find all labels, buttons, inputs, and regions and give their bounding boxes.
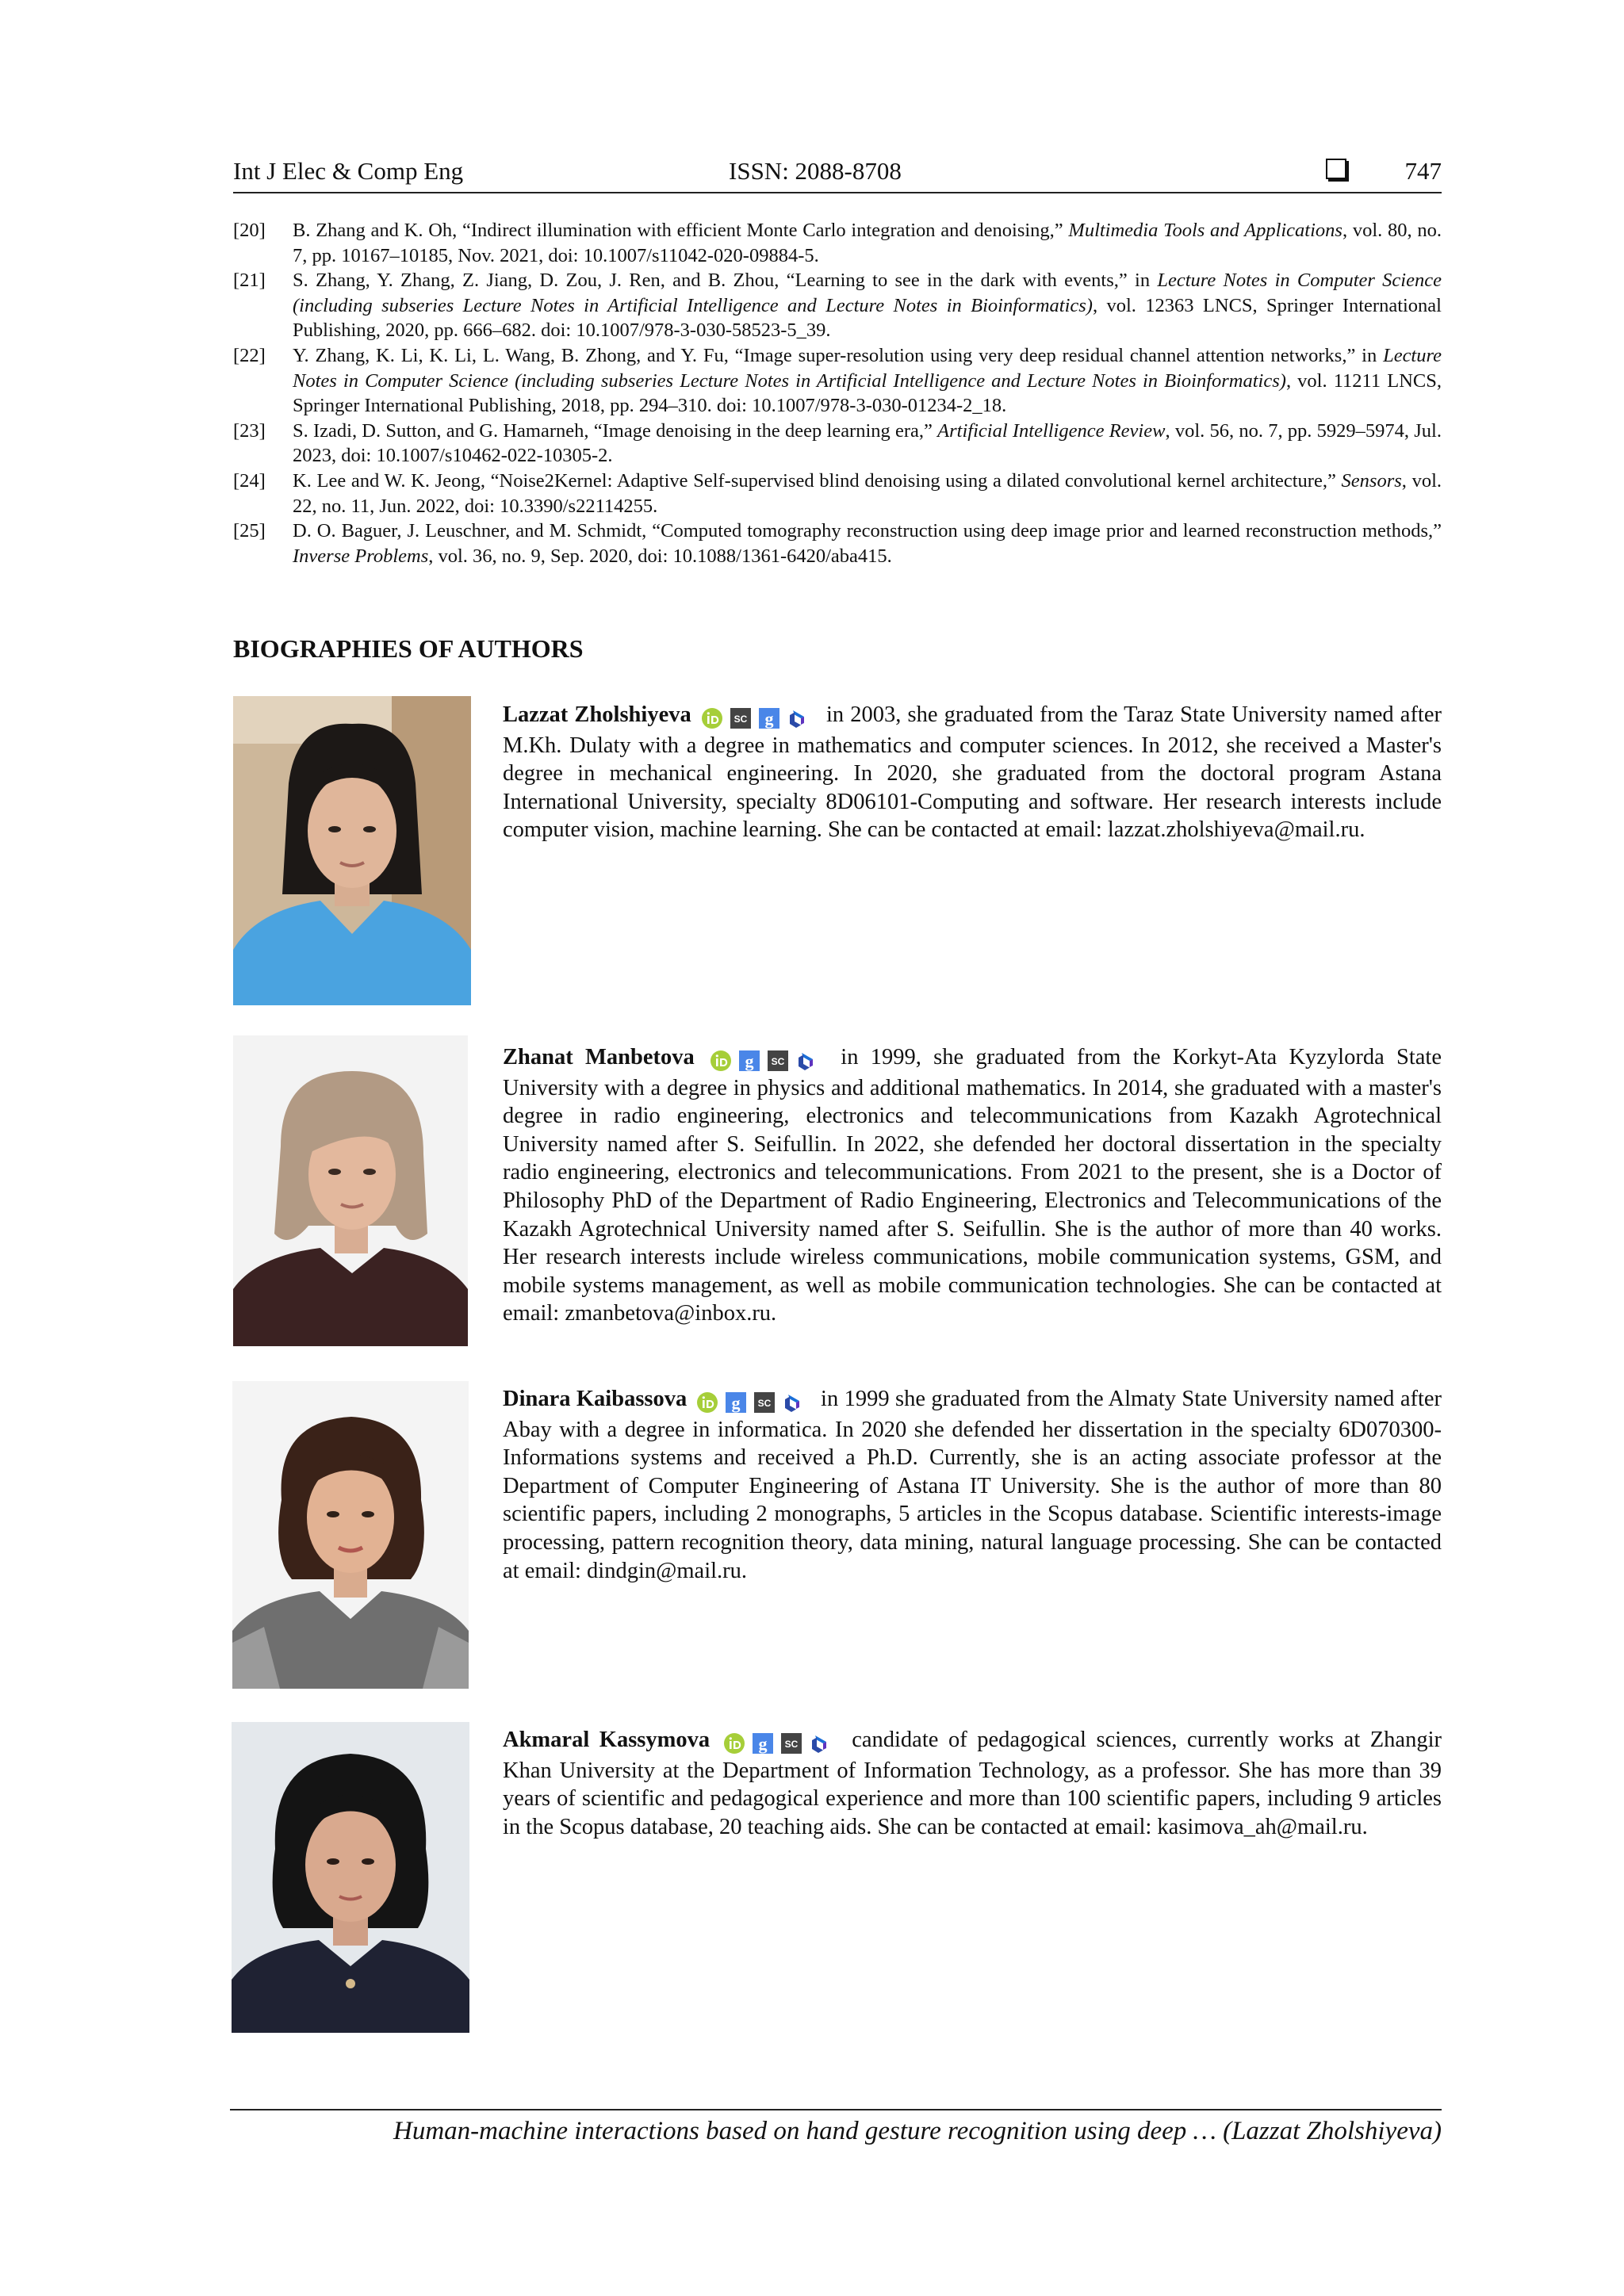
reference-venue: Artificial Intelligence Review	[937, 419, 1166, 442]
reference-details: , vol. 11211 LNCS, Springer International Publishing, 2018, pp. 294–310. doi: 10.1007/978-3-030-01234-2_18.	[293, 369, 1442, 417]
author-photo	[232, 1381, 469, 1689]
scholar-icon[interactable]	[738, 1050, 760, 1072]
scholar-icon[interactable]	[752, 1732, 774, 1755]
author-photo	[233, 1035, 468, 1346]
reference-number: [23]	[233, 419, 266, 442]
profile-icons	[696, 1387, 810, 1416]
reference-item	[233, 419, 1442, 469]
scopus-icon[interactable]	[730, 707, 752, 729]
reference-text: D. O. Baguer, J. Leuschner, and M. Schmidt, “Computed tomography reconstruction using deep image prior and learned reconstruction methods,”	[293, 520, 1442, 542]
reference-venue: Lecture Notes in Computer Science (including subseries Lecture Notes in Artificial Intelligence and Lecture Notes in Bioinformatics)	[293, 344, 1442, 392]
scopus-icon[interactable]	[753, 1391, 776, 1414]
reference-number: [25]	[233, 520, 266, 542]
profile-icons	[710, 1046, 824, 1074]
reference-item	[233, 469, 1442, 519]
author-bio	[503, 701, 1442, 844]
author-bio-text: in 1999 she graduated from the Almaty State University named after Abay with a degree in informatica. In 2020 she defended her dissertation in the specialty 6D070300-Informations systems and received a Ph.D. Currently, she is an acting associate professor at the Department of Computer Engineering of Astana IT University. She is the author of more than 80 scientific papers, including 2 monographs, 5 articles in the Scopus database. Scientific interests-image processing, pattern recognition theory, data mining, natural language processing. She can be contacted at email: dindgin@mail.ru.	[503, 1387, 1442, 1583]
reference-details: , vol. 22, no. 11, Jun. 2022, doi: 10.3390/s22114255.	[293, 469, 1442, 517]
reference-item	[233, 268, 1442, 343]
wos-icon[interactable]	[809, 1732, 831, 1755]
reference-list	[233, 218, 1442, 568]
reference-venue: Sensors	[1341, 469, 1402, 492]
author-bio	[503, 1726, 1442, 1841]
author-name: Lazzat Zholshiyeva	[503, 702, 691, 727]
reference-item	[233, 343, 1442, 419]
page-number: 747	[1404, 157, 1442, 185]
reference-venue: Inverse Problems	[293, 545, 429, 567]
wos-icon[interactable]	[782, 1391, 804, 1414]
scholar-icon[interactable]	[758, 707, 780, 729]
author-bio	[503, 1043, 1442, 1328]
author-name: Zhanat Manbetova	[503, 1045, 695, 1070]
reference-text: S. Zhang, Y. Zhang, Z. Jiang, D. Zou, J. Ren, and B. Zhou, “Learning to see in the dark with events,” in	[293, 270, 1158, 292]
author-bio-text: in 1999, she graduated from the Korkyt-Ata Kyzylorda State University with a degree in physics and additional mathematics. In 2014, she graduated with a master's degree in radio engineering, electronics and telecommunications from Kazakh Agrotechnical University named after S. Seifullin. In 2022, she defended her doctoral dissertation in the specialty radio engineering, electronics and telecommunications. From 2021 to the present, she is a Doctor of Philosophy PhD of the Department of Radio Engineering, Electronics and Telecommunications of the Kazakh Agrotechnical University named after S. Seifullin. She is the author of more than 40 works. Her research interests include wireless communications, mobile communication systems, GSM, and mobile systems management, as well as mobile communication technologies. She can be contacted at email: zmanbetova@inbox.ru.	[503, 1045, 1442, 1326]
reference-item	[233, 519, 1442, 568]
journal-name: Int J Elec & Comp Eng	[233, 157, 464, 185]
reference-text: B. Zhang and K. Oh, “Indirect illumination with efficient Monte Carlo integration and denoising,”	[293, 220, 1069, 241]
author-photo	[233, 696, 471, 1005]
reference-details: , vol. 36, no. 9, Sep. 2020, doi: 10.1088/1361-6420/aba415.	[428, 545, 892, 567]
checkbox-icon	[1326, 159, 1346, 179]
author-name: Akmaral Kassymova	[503, 1728, 710, 1752]
page-footer	[230, 2109, 1442, 2145]
reference-venue: Multimedia Tools and Applications	[1068, 220, 1342, 241]
orcid-icon[interactable]	[710, 1050, 732, 1072]
profile-icons	[723, 1728, 837, 1757]
running-footer: Human-machine interactions based on hand gesture recognition using deep … (Lazzat Zholshiyeva)	[393, 2117, 1442, 2145]
reference-item	[233, 218, 1442, 268]
scopus-icon[interactable]	[780, 1732, 802, 1755]
profile-icons	[701, 703, 815, 732]
reference-number: [24]	[233, 469, 266, 492]
issn: ISSN: 2088-8708	[729, 157, 902, 185]
reference-number: [21]	[233, 270, 266, 292]
reference-details: , vol. 56, no. 7, pp. 5929–5974, Jul. 2023, doi: 10.1007/s10462-022-10305-2.	[293, 419, 1442, 467]
reference-number: [22]	[233, 344, 266, 366]
orcid-icon[interactable]	[723, 1732, 745, 1755]
scopus-icon[interactable]	[767, 1050, 789, 1072]
reference-text: Y. Zhang, K. Li, K. Li, L. Wang, B. Zhong, and Y. Fu, “Image super-resolution using very deep residual channel attention networks,” in	[293, 344, 1384, 366]
author-bio-text: candidate of pedagogical sciences, currently works at Zhangir Khan University at the Department of Information Technology, as a professor. She has more than 39 years of scientific and pedagogical experience and more than 100 scientific papers, including 9 articles in the Scopus database, 20 teaching aids. She can be contacted at email: kasimova_ah@mail.ru.	[503, 1728, 1442, 1839]
author-bio-text: in 2003, she graduated from the Taraz State University named after M.Kh. Dulaty with a degree in mathematics and computer sciences. In 2012, she received a Master's degree in mechanical engineering. In 2020, she graduated from the doctoral program Astana International University, specialty 8D06101-Computing and software. Her research interests include computer vision, machine learning. She can be contacted at email: lazzat.zholshiyeva@mail.ru.	[503, 702, 1442, 843]
wos-icon[interactable]	[795, 1050, 818, 1072]
reference-number: [20]	[233, 220, 266, 241]
reference-details: , vol. 12363 LNCS, Springer International Publishing, 2020, pp. 666–682. doi: 10.1007/978-3-030-58523-5_39.	[293, 294, 1442, 342]
reference-text: S. Izadi, D. Sutton, and G. Hamarneh, “Image denoising in the deep learning era,”	[293, 419, 938, 442]
wos-icon[interactable]	[787, 707, 809, 729]
reference-venue: Lecture Notes in Computer Science (including subseries Lecture Notes in Artificial Intelligence and Lecture Notes in Bioinformatics)	[293, 270, 1442, 316]
page-header	[233, 154, 1442, 193]
scholar-icon[interactable]	[725, 1391, 747, 1414]
author-bio	[503, 1385, 1442, 1585]
reference-text: K. Lee and W. K. Jeong, “Noise2Kernel: Adaptive Self-supervised blind denoising using a dilated convolutional kernel architecture,”	[293, 469, 1342, 492]
orcid-icon[interactable]	[696, 1391, 718, 1414]
section-title: BIOGRAPHIES OF AUTHORS	[233, 634, 584, 663]
author-photo	[232, 1722, 469, 2033]
orcid-icon[interactable]	[701, 707, 723, 729]
reference-details: , vol. 80, no. 7, pp. 10167–10185, Nov. 2021, doi: 10.1007/s11042-020-09884-5.	[293, 220, 1442, 266]
author-name: Dinara Kaibassova	[503, 1387, 688, 1411]
